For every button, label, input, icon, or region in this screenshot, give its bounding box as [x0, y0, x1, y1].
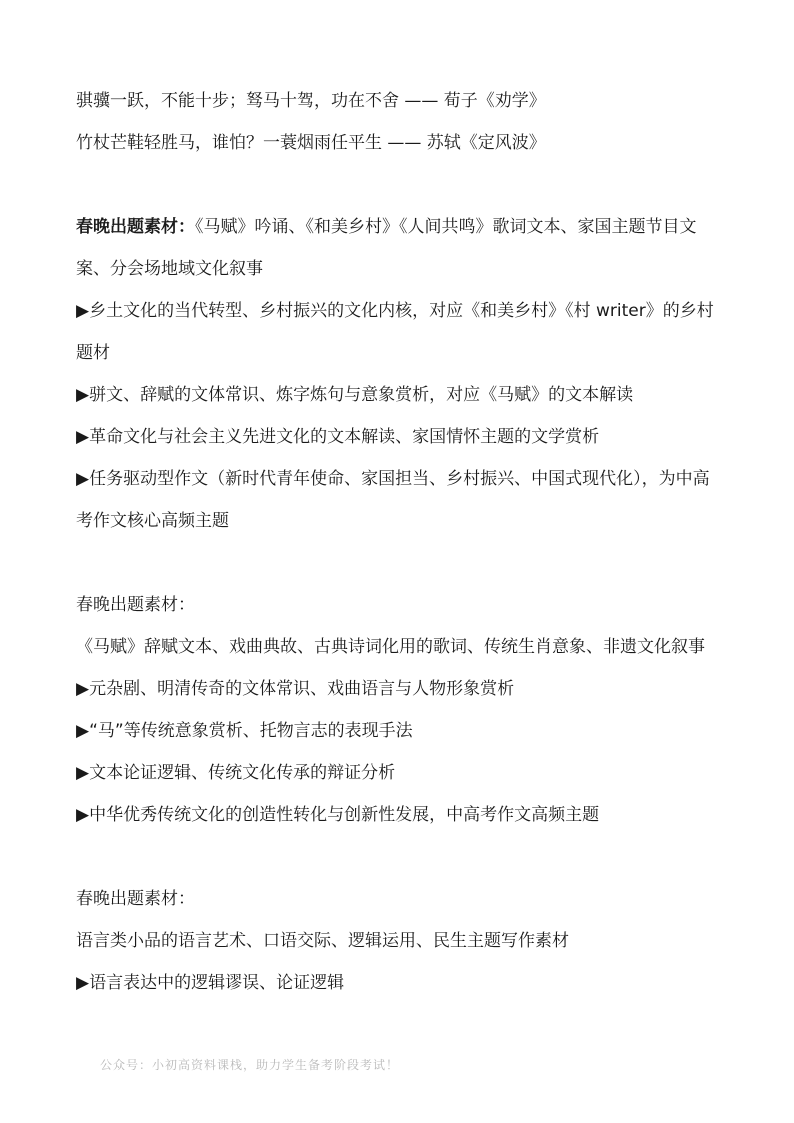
section-2-intro: 《马赋》辞赋文本、戏曲典故、古典诗词化用的歌词、传统生肖意象、非遗文化叙事: [76, 637, 705, 657]
quote-line: 竹杖芒鞋轻胜马，谁怕？一蓑烟雨任平生 —— 苏轼《定风波》: [76, 133, 546, 153]
section-3-intro: 语言类小品的语言艺术、口语交际、逻辑运用、民生主题写作素材: [76, 931, 569, 951]
section-1-intro: [76, 206, 726, 290]
section-2-point: ▶“马”等传统意象赏析、托物言志的表现手法: [76, 721, 413, 741]
footer-watermark: 公众号：小初高资料课栈，助力学生备考阶段考试！: [100, 1058, 400, 1072]
spacer: [76, 164, 726, 206]
section-1-label: 春晚出题素材：: [76, 217, 195, 237]
section-2-point: ▶文本论证逻辑、传统文化传承的辩证分析: [76, 763, 396, 783]
section-1-point: ▶任务驱动型作文（新时代青年使命、家国担当、乡村振兴、中国式现代化），为中高考作文核心高频主题: [76, 469, 710, 531]
spacer: [76, 836, 726, 878]
section-1-intro-text: 《马赋》吟诵、《和美乡村》《人间共鸣》歌词文本、家国主题节目文案、分会场地域文化叙事: [76, 217, 697, 279]
section-1-point: ▶骈文、辞赋的文体常识、炼字炼句与意象赏析，对应《马赋》的文本解读: [76, 385, 634, 405]
spacer: [76, 542, 726, 584]
section-2-label: 春晚出题素材：: [76, 595, 195, 615]
quote-line: 骐骥一跃，不能十步；驽马十驾，功在不舍 —— 荀子《劝学》: [76, 91, 546, 111]
document-body: [76, 80, 726, 1004]
section-2-point: ▶元杂剧、明清传奇的文体常识、戏曲语言与人物形象赏析: [76, 679, 515, 699]
section-1-point: ▶革命文化与社会主义先进文化的文本解读、家国情怀主题的文学赏析: [76, 427, 600, 447]
section-3-label: 春晚出题素材：: [76, 889, 195, 909]
section-2-point: ▶中华优秀传统文化的创造性转化与创新性发展，中高考作文高频主题: [76, 805, 600, 825]
section-1-point: ▶乡土文化的当代转型、乡村振兴的文化内核，对应《和美乡村》《村 writer》的乡村题材: [76, 301, 714, 363]
section-3-point: ▶语言表达中的逻辑谬误、论证逻辑: [76, 973, 345, 993]
